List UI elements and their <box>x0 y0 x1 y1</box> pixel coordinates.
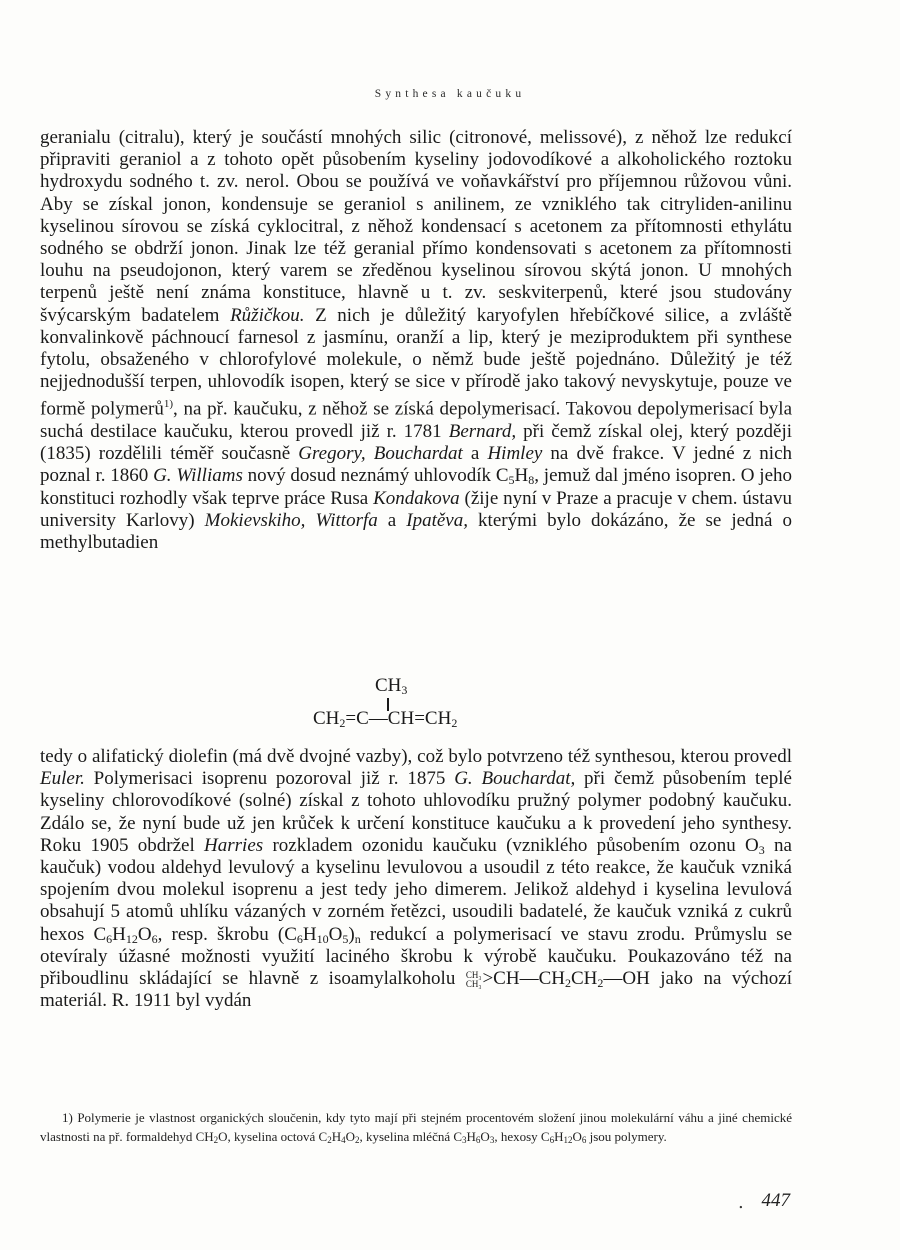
author-name: Bernard, <box>448 420 517 442</box>
author-name: G. Williams <box>153 465 243 487</box>
author-name: Euler. <box>40 768 85 790</box>
author-name: Růžičkou. <box>230 304 305 326</box>
footnote-reference[interactable]: 1) <box>163 398 174 411</box>
footnote-marker: 1) <box>62 1110 73 1125</box>
methyl-group: $CH_3$ <box>375 675 408 697</box>
page-dot: . <box>738 1192 744 1213</box>
author-name: G. Bouchardat, <box>454 768 576 790</box>
author-name: Mokievskiho, Wittorfa <box>204 509 378 531</box>
isoamyl-fraction: CH₃ CH₃ <box>465 969 482 989</box>
footnote: 1) Polymerie je vlastnost organických sloučenin, kdy tyto mají při stejném procentovém složení jinou molekulární váhu a jiné chemické vlastnosti na př. formaldehyd $CH_2O$, kyselina octová $C_2H_4O_2$, kyselina mléčná $C_3H_6O_3$, hexosy $C_6H_{12}O_6$ jsou polymery. <box>40 1110 792 1145</box>
running-head: Synthesa kaučuku <box>374 88 526 100</box>
author-name: Himley <box>487 443 543 465</box>
paragraph-1: geranialu (citralu), který je součástí mnohých silic (citronové, melissové), z něhož lze redukcí připraviti geraniol a z tohoto opět působením kyseliny jodovodíkové a alkoholického roztoku hydroxydu sodného t. zv. nerol. Obou se používá ve voňavkářství pro příjemnou růžovou vůni. Aby se získal jonon, kondensuje se geraniol s anilinem, ze vzniklého tak citryliden-anilinu kyselinou sírovou se získá cyklocitral, z něhož kondensací s acetonem za přítomnosti ethylátu sodného se obdrží jonon. Jinak lze též geranial přímo kondensovati s acetonem za přítomnosti louhu na pseudojonon, který varem se zředěnou kyselinou sírovou skýtá jonon. U mnohých terpenů ještě není známa konstituce, hlavně u t. zv. seskviterpenů, které jsou studovány švýcarským badatelem Růžičkou. Z nich je důležitý karyofylen hřebíčkové silice, a zvláště konvalinkově páchnoucí farnesol z jasmínu, oranží a lip, který je meziproduktem při synthese fytolu, obsaženého v chlorofylové molekule, o němž bude ještě pojednáno. Důležitý je též nejjednodušší terpen, uhlovodík isopen, který se sice v přírodě jako takový nevyskytuje, pouze ve formě polymerů$^{1)}$, na př. kaučuku, z něhož se získá depolymerisací. Takovou depolymerisací byla suchá destilace kaučuku, kterou provedl již r. 1781 Bernard, při čemž získal olej, který později (1835) rozdělili téměř současně Gregory, Bouchardat a Himley na dvě frakce. V jedné z nich poznal r. 1860 G. Williams nový dosud neznámý uhlovodík $C_5H_8$, jemuž dal jméno isopren. O jeho konstituci rozhodly však teprve práce Rusa Kondakova (žije nyní v Praze a pracuje v chem. ústavu university Karlovy) Mokievskiho, Wittorfa a Ipatěva, kterými bylo dokázáno, že se jedná o methylbutadien <box>40 127 793 553</box>
author-name: Kondakova <box>373 487 460 509</box>
author-name: Harries <box>204 834 264 856</box>
author-name: Gregory, Bouchardat <box>298 443 463 465</box>
carbon-chain: $CH_2=C—CH=CH_2$ <box>313 708 458 730</box>
author-name: Ipatěva, <box>406 509 468 531</box>
paragraph-2: tedy o alifatický diolefin (má dvě dvojné vazby), což bylo potvrzeno též synthesou, kterou provedl Euler. Polymerisaci isoprenu pozoroval již r. 1875 G. Bouchardat, při čemž působením teplé kyseliny chlorovodíkové (solné) získal z tohoto uhlovodíku pružný polymer podobný kaučuku. Zdálo se, že nyní bude už jen krůček k určení konstituce kaučuku a k provedení jeho synthesy. Roku 1905 obdržel Harries rozkladem ozonidu kaučuku (vzniklého působením ozonu $O_3$ na kaučuk) vodou aldehyd levulový a kyselinu levulovou a usoudil z této reakce, že kaučuk vzniká spojením dvou molekul isoprenu a jest tedy jeho dimerem. Jelikož aldehyd i kyselina levulová obsahují 5 atomů uhlíku vázaných v zorném řetězci, usoudili badatelé, že kaučuk vzniká z cukrů hexos $C_6H_{12}O_6$, resp. škrobu $(C_6H_{10}O_5)_n$ redukcí a polymerisací ve stavu zrodu. Průmyslu se otevíraly úžasné možnosti využití laciného škrobu k výrobě kaučuku. Poukazováno též na přiboudlinu skládající se hlavně z isoamylalkoholu CH₃ CH₃ $>CH—CH_2CH_2—OH$ jako na výchozí materiál. R. 1911 byl vydán <box>40 746 793 1012</box>
page-number: 447 <box>761 1190 790 1211</box>
